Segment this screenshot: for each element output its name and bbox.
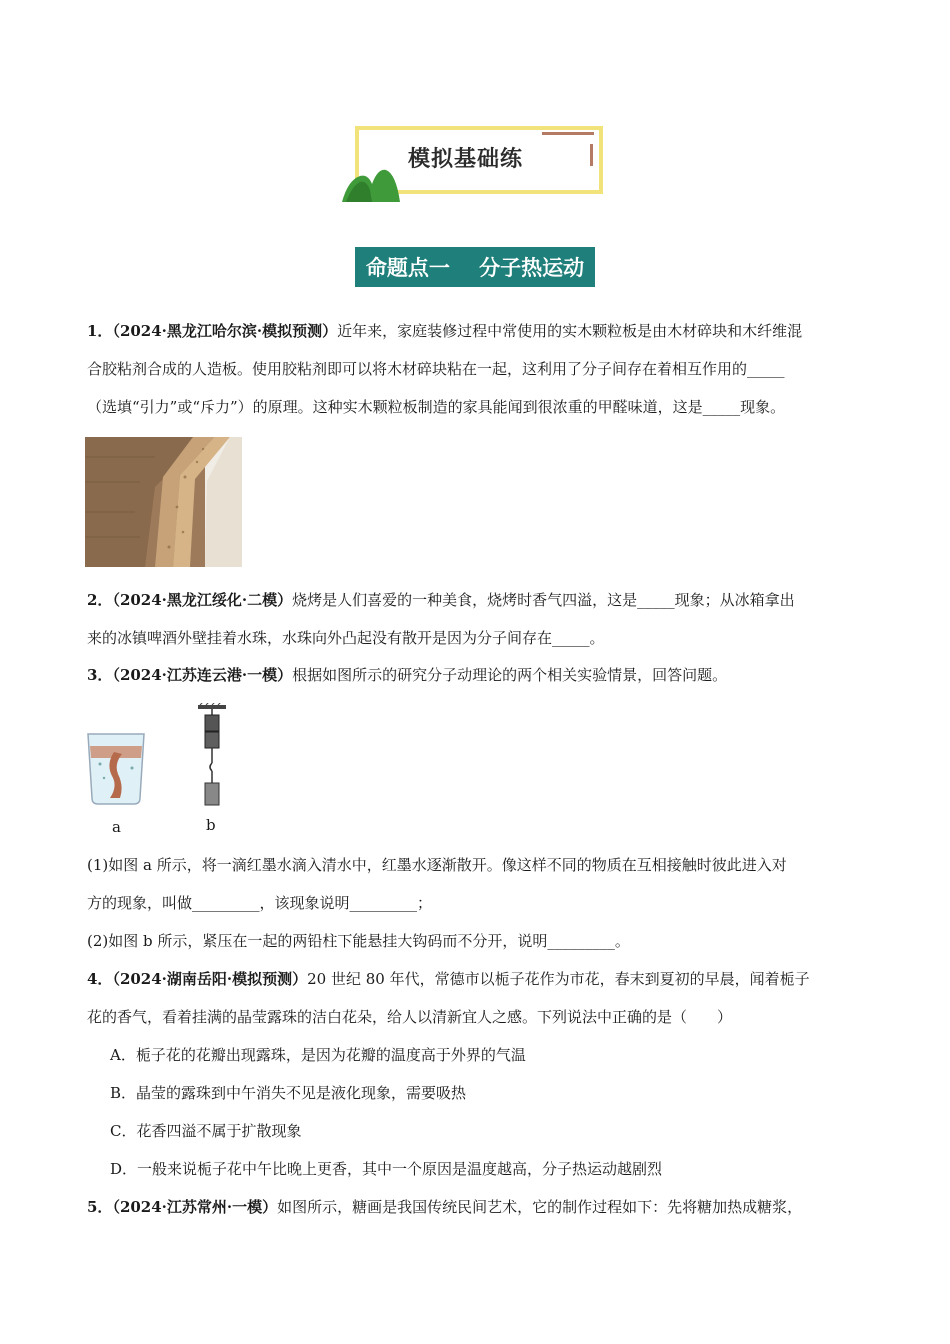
q3-line1 xyxy=(87,665,727,685)
q4-line1 xyxy=(87,969,810,989)
q5-source: （2024·江苏常州·一模） xyxy=(112,1198,278,1216)
q2-number: 2． xyxy=(87,591,113,609)
q3-number: 3． xyxy=(87,666,113,684)
hill-icon xyxy=(342,162,402,202)
q3-text: 根据如图所示的研究分子动理论的两个相关实验情景，回答问题。 xyxy=(292,666,728,684)
q4-option-a: A．栀子花的花瓣出现露珠，是因为花瓣的温度高于外界的气温 xyxy=(110,1046,526,1064)
q4-number: 4． xyxy=(87,970,113,988)
banner-decor-line xyxy=(542,132,594,135)
q1-line1 xyxy=(87,321,802,341)
q2-line1 xyxy=(87,590,795,610)
q2-line2: 来的冰镇啤酒外壁挂着水珠，水珠向外凸起没有散开是因为分子间存在_____。 xyxy=(87,629,605,647)
q2-source: （2024·黑龙江绥化·二模） xyxy=(112,591,293,609)
lead-cylinder-figure xyxy=(196,703,228,809)
q3-part1-line1: (1)如图 a 所示，将一滴红墨水滴入清水中，红墨水逐渐散开。像这样不同的物质在互相接触时彼此进入对 xyxy=(87,856,787,874)
q3-source: （2024·江苏连云港·一模） xyxy=(112,666,293,684)
q5-number: 5． xyxy=(87,1198,113,1216)
q4-option-c: C．花香四溢不属于扩散现象 xyxy=(110,1122,302,1140)
q3-part1-line2: 方的现象，叫做_________，该现象说明_________； xyxy=(87,894,433,912)
q1-line3: （选填“引力”或“斥力”）的原理。这种实木颗粒板制造的家具能闻到很浓重的甲醛味道，这是_____现象。 xyxy=(87,398,786,416)
figure-a-label: a xyxy=(112,818,121,836)
q2-text: 烧烤是人们喜爱的一种美食，烧烤时香气四溢，这是_____现象；从冰箱拿出 xyxy=(292,591,795,609)
banner-title: 模拟基础练 xyxy=(408,147,524,172)
q1-number: 1． xyxy=(87,322,113,340)
q4-text: 20 世纪 80 年代，常德市以栀子花作为市花，春末到夏初的早晨，闻着栀子 xyxy=(307,970,810,988)
q1-text: 近年来，家庭装修过程中常使用的实木颗粒板是由木材碎块和木纤维混 xyxy=(337,322,803,340)
section-banner xyxy=(342,122,607,204)
q1-source: （2024·黑龙江哈尔滨·模拟预测） xyxy=(112,322,338,340)
q3-part2-line1: (2)如图 b 所示，紧压在一起的两铅柱下能悬挂大钩码而不分开，说明_________。 xyxy=(87,932,630,950)
q5-line1 xyxy=(87,1197,802,1217)
q5-text: 如图所示，糖画是我国传统民间艺术，它的制作过程如下：先将糖加热成糖浆， xyxy=(277,1198,803,1216)
figure-b-label: b xyxy=(206,816,216,834)
q4-option-b: B．晶莹的露珠到中午消失不见是液化现象，需要吸热 xyxy=(110,1084,467,1102)
q1-line2: 合胶粘剂合成的人造板。使用胶粘剂即可以将木材碎块粘在一起，这利用了分子间存在着相互作用的_____ xyxy=(87,360,785,378)
particle-board-image xyxy=(85,437,242,567)
q4-option-d: D．一般来说栀子花中午比晚上更香，其中一个原因是温度越高，分子热运动越剧烈 xyxy=(110,1160,663,1178)
q4-source: （2024·湖南岳阳·模拟预测） xyxy=(112,970,308,988)
beaker-ink-figure xyxy=(84,728,148,806)
q4-line2: 花的香气，看着挂满的晶莹露珠的洁白花朵，给人以清新宜人之感。下列说法中正确的是（ ） xyxy=(87,1008,733,1026)
banner-decor-tick xyxy=(590,144,593,166)
section-title: 命题点一 分子热运动 xyxy=(355,247,595,287)
